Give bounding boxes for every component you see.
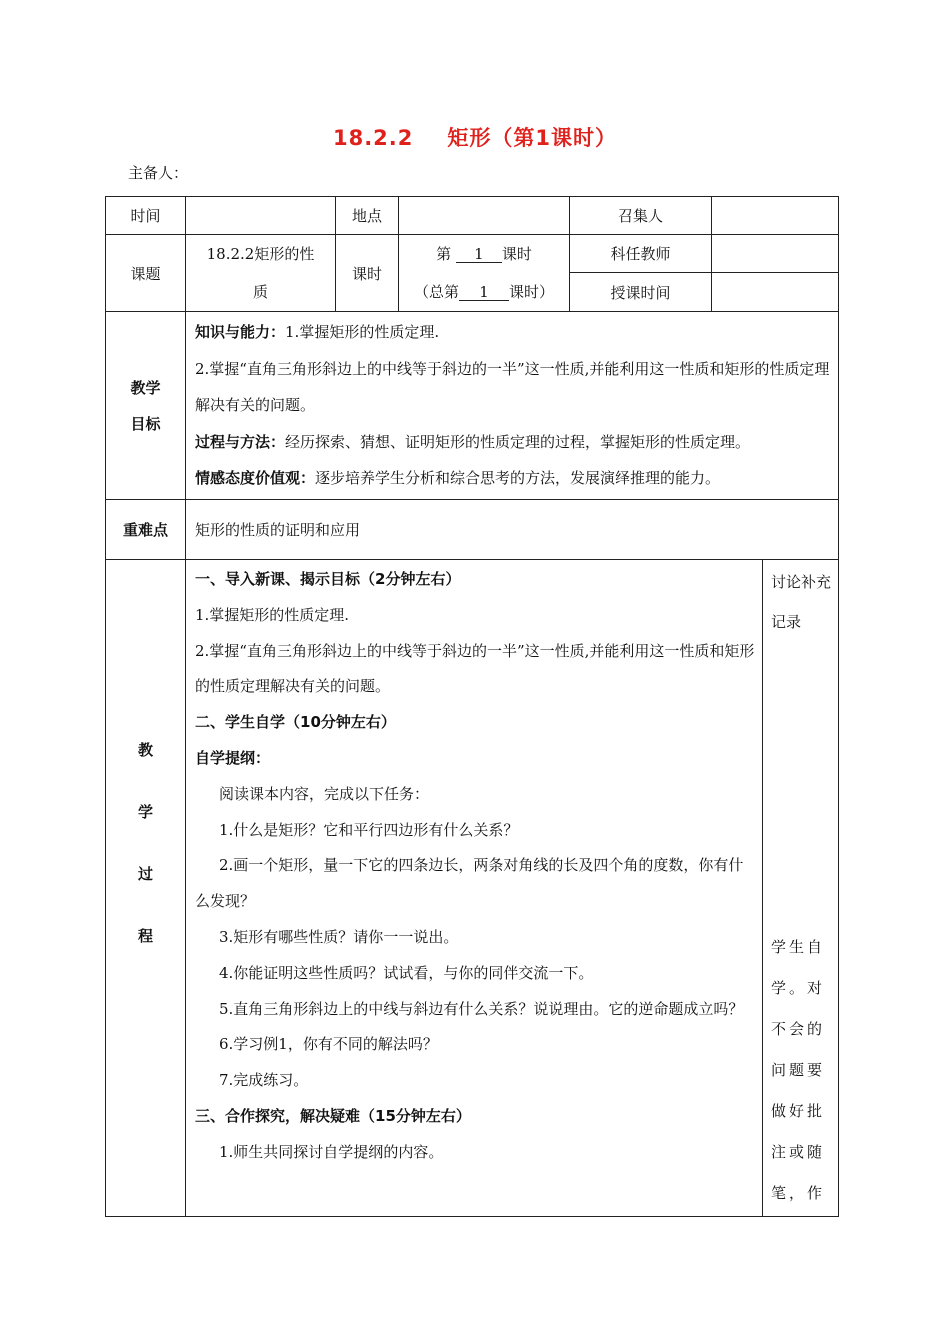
title-section-number: 18.2.2 <box>332 126 414 150</box>
outline-label: 自学提纲： <box>195 748 271 767</box>
period-line2-suffix: 课时） <box>509 283 555 301</box>
goal-knowledge <box>195 314 830 351</box>
section3-item1: 1.师生共同探讨自学提纲的内容。 <box>219 1142 444 1161</box>
topic-value <box>186 235 336 312</box>
outline-question-3: 3.矩形有哪些性质？请你一一说出。 <box>219 927 459 946</box>
period-line2-prefix: （总第 <box>413 283 459 301</box>
preparer-label: 主备人： <box>128 164 189 182</box>
outline-intro: 阅读课本内容，完成以下任务： <box>219 784 430 803</box>
class-time-label: 授课时间 <box>570 273 712 312</box>
convener-value[interactable] <box>712 197 839 235</box>
row-topic-upper <box>106 235 839 273</box>
topic-value-line2: 质 <box>252 283 268 301</box>
key-points-label: 重难点 <box>106 500 186 560</box>
goal-emotion <box>195 460 830 497</box>
period-line1 <box>399 235 569 273</box>
outline-question-6: 6.学习例1，你有不同的解法吗？ <box>219 1035 438 1054</box>
process-method-label: 过程与方法： <box>195 432 286 451</box>
discussion-notes-title: 讨论补充记录 <box>771 573 832 631</box>
goals-label <box>106 312 186 500</box>
row-teaching-process <box>106 560 839 1217</box>
period-value <box>399 235 570 312</box>
row-meeting-info <box>106 197 839 235</box>
document-title <box>0 122 950 152</box>
section1-item1: 1.掌握矩形的性质定理. <box>195 605 350 624</box>
outline-question-5 <box>195 992 756 1028</box>
class-time-value[interactable] <box>712 273 839 312</box>
process-label-char1: 教 <box>137 741 153 759</box>
goals-label-line1: 教学 <box>130 378 161 397</box>
outline-question-1: 1.什么是矩形？它和平行四边形有什么关系？ <box>219 820 519 839</box>
topic-label: 课题 <box>106 235 186 312</box>
process-label-char2: 学 <box>137 803 153 821</box>
goal-process <box>195 424 830 461</box>
section1-item2: 2.掌握“直角三角形斜边上的中线等于斜边的一半”这一性质,并能利用这一性质和矩形的性质定理解决有关的问题。 <box>195 641 755 696</box>
key-points-text: 矩形的性质的证明和应用 <box>186 500 839 560</box>
goal-knowledge-text2: 2.掌握“直角三角形斜边上的中线等于斜边的一半”这一性质,并能利用这一性质和矩形的性质定理解决有关的问题。 <box>195 359 830 414</box>
goals-label-line2: 目标 <box>130 414 161 433</box>
lesson-plan-table <box>105 196 839 1217</box>
title-text: 矩形（第1课时） <box>447 126 618 150</box>
outline-question-5-text: 5.直角三角形斜边上的中线与斜边有什么关系？说说理由。它的逆命题成立吗？ <box>219 999 744 1018</box>
process-label-char3: 过 <box>137 865 153 883</box>
goals-content <box>186 312 839 500</box>
process-method-text: 经历探索、猜想、证明矩形的性质定理的过程，掌握矩形的性质定理。 <box>285 432 751 451</box>
place-value[interactable] <box>399 197 570 235</box>
outline-question-4: 4.你能证明这些性质吗？试试看，与你的同伴交流一下。 <box>219 963 594 982</box>
process-label <box>106 560 186 1217</box>
total-period-number: 1 <box>459 284 509 301</box>
process-label-char4: 程 <box>137 927 153 945</box>
period-label: 课时 <box>336 235 399 312</box>
teacher-value[interactable] <box>712 235 839 273</box>
outline-question-2-text: 2.画一个矩形，量一下它的四条边长，两条对角线的长及四个角的度数，你有什么发现？ <box>195 856 744 911</box>
outline-question-2 <box>195 848 756 920</box>
row-teaching-goals <box>106 312 839 500</box>
topic-value-line1: 18.2.2矩形的性 <box>206 245 315 263</box>
discussion-notes-column <box>763 560 839 1217</box>
place-label: 地点 <box>336 197 399 235</box>
outline-question-7: 7.完成练习。 <box>219 1071 309 1090</box>
emotion-values-label: 情感态度价值观： <box>195 469 316 487</box>
discussion-notes-text: 学生自学。对不会的问题要做好批注或随笔，作 <box>771 938 826 1202</box>
section3-heading: 三、合作探究，解决疑难（15分钟左右） <box>195 1106 471 1125</box>
knowledge-text1: 1.掌握矩形的性质定理. <box>285 323 440 341</box>
period-line1-prefix: 第 <box>436 245 452 263</box>
convener-label: 召集人 <box>570 197 712 235</box>
emotion-values-text: 逐步培养学生分析和综合思考的方法，发展演绎推理的能力。 <box>315 469 721 487</box>
period-line1-suffix: 课时 <box>501 245 532 263</box>
period-line2 <box>399 273 569 311</box>
section1-heading: 一、导入新课、揭示目标（2分钟左右） <box>195 570 461 588</box>
teacher-label: 科任教师 <box>570 235 712 273</box>
period-number: 1 <box>456 246 502 263</box>
knowledge-label: 知识与能力： <box>195 323 286 341</box>
section2-heading: 二、学生自学（10分钟左右） <box>195 713 396 732</box>
time-value[interactable] <box>186 197 336 235</box>
process-content <box>186 560 763 1217</box>
time-label: 时间 <box>106 197 186 235</box>
row-key-points <box>106 500 839 560</box>
